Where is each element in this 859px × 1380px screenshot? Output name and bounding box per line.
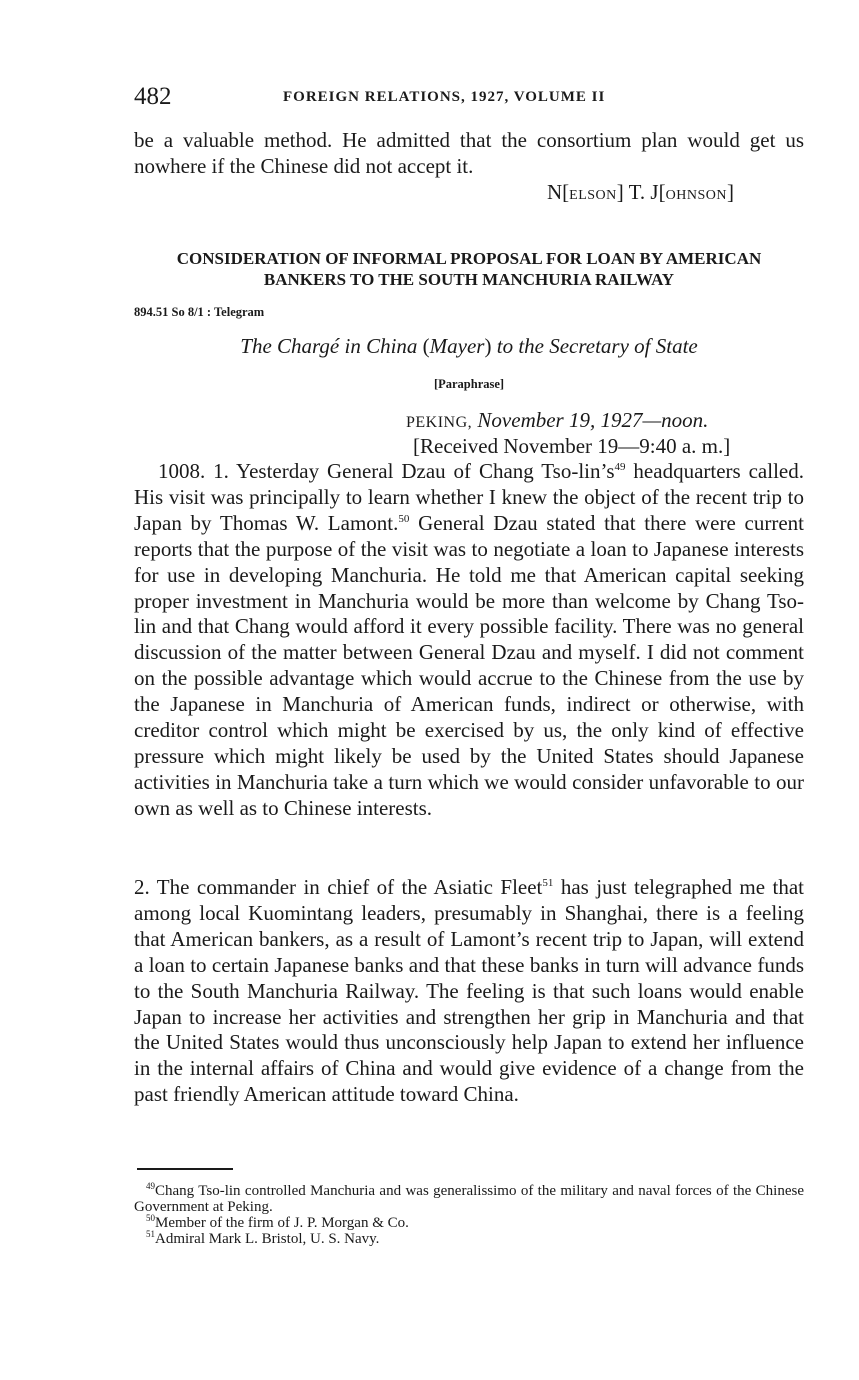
heading-part-1: The Chargé in China: [240, 334, 423, 358]
signature-initial-n: N[: [547, 180, 570, 204]
file-number: 894.51 So 8/1 : Telegram: [134, 305, 265, 319]
signature: [547, 179, 734, 209]
footnote-text: Admiral Mark L. Bristol, U. S. Navy.: [155, 1231, 380, 1247]
paraphrase-label: [Paraphrase]: [433, 377, 505, 391]
received-line: [Received November 19—9:40 a. m.]: [413, 434, 731, 458]
section-title: CONSIDERATION OF INFORMAL PROPOSAL FOR LOAN BY AMERICAN BANKERS TO THE SOUTH MANCHURIA RAILWAY: [176, 249, 762, 289]
paragraph-2-text-a: 2. The commander in chief of the Asiatic Fleet: [134, 875, 543, 899]
footnote-ref-50: 50: [398, 512, 410, 525]
footnote-50: [134, 1215, 804, 1231]
paragraph-1-text-a: 1008. 1. Yesterday General Dzau of Chang Tso-lin’s: [158, 459, 615, 483]
dateline-date: November 19, 1927—noon.: [472, 408, 709, 432]
signature-initial-j: ] T. J[: [616, 180, 666, 204]
footnotes: [134, 1183, 804, 1247]
heading-paren-close: ): [484, 334, 492, 358]
dateline: [406, 407, 708, 436]
signature-smallcaps-first: ELSON: [569, 188, 617, 203]
telegram-paragraph-1: [134, 459, 804, 822]
heading-paren-open: (: [422, 334, 430, 358]
heading-name: Mayer: [429, 334, 485, 358]
signature-close: ]: [726, 180, 734, 204]
page-number: 482: [134, 83, 172, 110]
footnote-text: Member of the firm of J. P. Morgan & Co.: [155, 1215, 409, 1231]
footnote-mark: 49: [146, 1181, 155, 1191]
continuation-paragraph: be a valuable method. He admitted that the consortium plan would get us nowhere if the Chinese did not accept it.: [134, 128, 804, 178]
running-head: FOREIGN RELATIONS, 1927, VOLUME II: [283, 89, 606, 105]
footnote-49: [134, 1183, 804, 1215]
footnote-mark: 50: [146, 1213, 155, 1223]
telegram-paragraph-2: [134, 875, 804, 1108]
footnote-text: Chang Tso-lin controlled Manchuria and was generalissimo of the military and naval forces of the Chinese Government at Peking.: [134, 1183, 804, 1215]
footnote-mark: 51: [146, 1229, 155, 1239]
dateline-place: PEKING,: [406, 414, 473, 431]
footnote-51: [134, 1231, 804, 1247]
paragraph-2-text-b: has just telegraphed me that among local Kuomintang leaders, presumably in Shanghai, there is a feeling that American bankers, as a result of Lamont’s recent trip to Japan, will extend a loan to certain Japanese banks and that these banks in turn will advance funds to the South Manchuria Railway. The feeling is that such loans would enable Japan to increase her activities and strengthen her grip in Manchuria and that the United States would thus unconsciously help Japan to extend her influence in the internal affairs of China and would give evidence of a change from the past friendly American attitude toward China.: [134, 875, 804, 1107]
footnote-ref-49: 49: [614, 461, 626, 473]
signature-smallcaps-last: OHNSON: [665, 188, 727, 203]
footnote-divider: [137, 1168, 233, 1170]
paragraph-1-text-c: General Dzau stated that there were current reports that the purpose of the visit was to negotiate a loan to Japanese interests for use in developing Manchuria. He told me that American capital seeking proper investment in Manchuria would be more than welcome by Chang Tso-lin and that Chang would afford it every possible facility. There was no general discussion of the matter between General Dzau and myself. I did not comment on the possible advantage which would accrue to the Chinese from the use by the Japanese in Manchuria of American funds, indirect or otherwise, with creditor control which might be exercised by us, the only kind of effective pressure which might likely be used by the United States should Japanese activities in Manchuria take a turn which we would consider unfavorable to our own as well as to Chinese interests.: [134, 510, 805, 820]
document-heading: [134, 334, 804, 359]
paragraph-1-text-b: headquarters called. His visit was principally to learn whether I knew the object of the recent trip to Japan by Thomas W. Lamont.: [134, 459, 804, 535]
footnote-ref-51: 51: [542, 877, 554, 889]
heading-part-2: to the Secretary of State: [491, 334, 698, 358]
